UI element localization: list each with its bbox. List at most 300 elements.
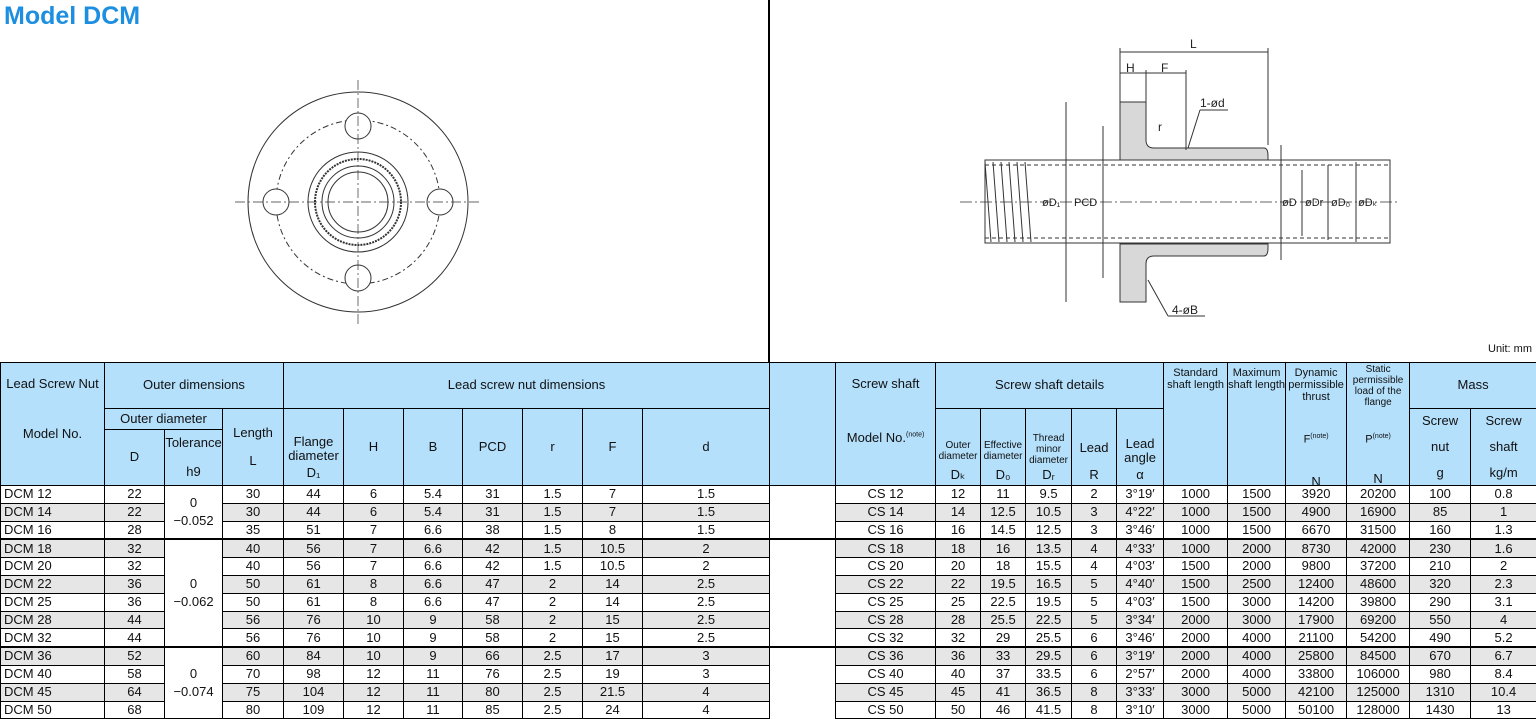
- cell-std-length: 1000: [1164, 503, 1228, 521]
- cell-F: 14: [583, 593, 643, 611]
- cell-Dr: 41.5: [1026, 701, 1072, 719]
- cell-F: 24: [583, 701, 643, 719]
- cell-max-length: 2500: [1228, 575, 1286, 593]
- cell-R: 4: [1072, 539, 1117, 557]
- header-r: r: [523, 409, 583, 486]
- cell-blank: [770, 629, 836, 647]
- cell-static-load: 31500: [1347, 521, 1410, 539]
- header-screw-nut-mass: [1410, 409, 1471, 486]
- header-tolerance: [165, 430, 223, 486]
- cell-dynamic-thrust: 12400: [1286, 575, 1347, 593]
- cell-alpha: 4°33′: [1117, 539, 1164, 557]
- cell-shaft-mass: 10.4: [1471, 683, 1536, 701]
- header-Dr: [1026, 409, 1072, 486]
- cell-D0: 41: [981, 683, 1026, 701]
- cell-dynamic-thrust: 50100: [1286, 701, 1347, 719]
- cell-L: 40: [223, 558, 284, 576]
- label-Dk: øDₖ: [1358, 197, 1377, 209]
- header-flange-label: Flange diameter: [284, 435, 343, 464]
- cell-dynamic-thrust: 17900: [1286, 611, 1347, 629]
- cell-Dr: 9.5: [1026, 486, 1072, 504]
- cell-dynamic-thrust: 42100: [1286, 683, 1347, 701]
- cell-alpha: 4°40′: [1117, 575, 1164, 593]
- table-row: [1, 647, 1536, 665]
- header-Dk: [936, 409, 981, 486]
- cell-shaft-mass: 6.7: [1471, 647, 1536, 665]
- cell-static-load: 37200: [1347, 558, 1410, 576]
- header-lead-label: Lead: [1072, 441, 1116, 455]
- cell-model: CS 14: [836, 503, 936, 521]
- header-model-no: Model No.: [1, 427, 104, 441]
- cell-B: 6.6: [404, 593, 463, 611]
- label-d: 1-ød: [1200, 96, 1225, 110]
- cell-r: 1.5: [523, 539, 583, 557]
- cell-L: 50: [223, 593, 284, 611]
- cell-model: CS 28: [836, 611, 936, 629]
- cell-B: 6.6: [404, 539, 463, 557]
- cell-PCD: 80: [463, 683, 523, 701]
- header-mass: Mass: [1410, 363, 1536, 409]
- cell-shaft-mass: 5.2: [1471, 629, 1536, 647]
- cell-F: 15: [583, 629, 643, 647]
- header-blank: [770, 363, 836, 486]
- cell-d: 1.5: [643, 503, 770, 521]
- cell-std-length: 1500: [1164, 575, 1228, 593]
- cell-max-length: 3000: [1228, 593, 1286, 611]
- cell-max-length: 5000: [1228, 701, 1286, 719]
- cell-D1: 84: [284, 647, 344, 665]
- cell-std-length: 3000: [1164, 701, 1228, 719]
- cell-model: DCM 32: [1, 629, 105, 647]
- cell-dynamic-thrust: 25800: [1286, 647, 1347, 665]
- cell-B: 6.6: [404, 575, 463, 593]
- header-unit-N: N: [1347, 472, 1409, 486]
- cell-model: DCM 18: [1, 539, 105, 557]
- cell-F: 7: [583, 503, 643, 521]
- cell-model: CS 20: [836, 558, 936, 576]
- cell-alpha: 3°19′: [1117, 486, 1164, 504]
- cell-R: 5: [1072, 575, 1117, 593]
- header-tolerance-label: Tolerance: [165, 436, 222, 450]
- cell-B: 9: [404, 647, 463, 665]
- header-P-symbol: P: [1365, 434, 1372, 446]
- cell-r: 2: [523, 629, 583, 647]
- cell-std-length: 1000: [1164, 521, 1228, 539]
- header-standard-length: Standard shaft length: [1164, 363, 1228, 486]
- cell-max-length: 2000: [1228, 558, 1286, 576]
- cell-D1: 56: [284, 558, 344, 576]
- cell-D1: 61: [284, 575, 344, 593]
- cell-Dr: 12.5: [1026, 521, 1072, 539]
- cell-alpha: 3°46′: [1117, 629, 1164, 647]
- cell-max-length: 3000: [1228, 611, 1286, 629]
- table-row: [1, 503, 1536, 521]
- cell-model: DCM 22: [1, 575, 105, 593]
- cell-r: 1.5: [523, 558, 583, 576]
- cell-model: CS 18: [836, 539, 936, 557]
- cell-model: CS 22: [836, 575, 936, 593]
- cell-model: DCM 12: [1, 486, 105, 504]
- cell-alpha: 4°03′: [1117, 558, 1164, 576]
- header-lead-screw-nut: Lead Screw Nut: [1, 377, 104, 391]
- cell-static-load: 84500: [1347, 647, 1410, 665]
- header-flange-diameter: [284, 409, 344, 486]
- cell-B: 11: [404, 683, 463, 701]
- cell-d: 1.5: [643, 486, 770, 504]
- cell-blank: [770, 486, 836, 504]
- header-dynamic-thrust: [1286, 363, 1347, 486]
- header-length-label: Length: [223, 426, 283, 440]
- cell-tolerance: [165, 539, 223, 647]
- header-D: D: [105, 430, 165, 486]
- cell-D0: 33: [981, 647, 1026, 665]
- cell-R: 6: [1072, 629, 1117, 647]
- cell-model: DCM 25: [1, 593, 105, 611]
- cell-static-load: 16900: [1347, 503, 1410, 521]
- cell-H: 8: [344, 575, 404, 593]
- header-Dr-label: Thread minor diameter: [1026, 433, 1071, 466]
- cell-R: 8: [1072, 701, 1117, 719]
- tolerance-lower: −0.052: [165, 514, 222, 528]
- cell-PCD: 47: [463, 593, 523, 611]
- cell-D1: 104: [284, 683, 344, 701]
- tolerance-lower: −0.062: [165, 595, 222, 609]
- cell-Dk: 28: [936, 611, 981, 629]
- label-D: øD: [1282, 197, 1297, 209]
- cell-r: 2: [523, 611, 583, 629]
- cell-nut-mass: 290: [1410, 593, 1471, 611]
- cell-static-load: 42000: [1347, 539, 1410, 557]
- cell-d: 4: [643, 701, 770, 719]
- cell-shaft-mass: 2: [1471, 558, 1536, 576]
- cell-dynamic-thrust: 21100: [1286, 629, 1347, 647]
- cell-static-load: 39800: [1347, 593, 1410, 611]
- cell-R: 8: [1072, 683, 1117, 701]
- cell-L: 35: [223, 521, 284, 539]
- cell-B: 9: [404, 611, 463, 629]
- cell-model: DCM 14: [1, 503, 105, 521]
- header-maximum-length: Maximum shaft length: [1228, 363, 1286, 486]
- cell-std-length: 1000: [1164, 486, 1228, 504]
- note-mark: (note): [1373, 433, 1391, 440]
- header-R-symbol: R: [1072, 468, 1116, 482]
- table-row: [1, 521, 1536, 539]
- cell-F: 19: [583, 665, 643, 683]
- cell-F: 7: [583, 486, 643, 504]
- cell-model: DCM 40: [1, 665, 105, 683]
- cell-d: 2.5: [643, 575, 770, 593]
- cell-B: 9: [404, 629, 463, 647]
- header-dynamic-label: Dynamic permissible thrust: [1286, 367, 1346, 403]
- cell-L: 56: [223, 611, 284, 629]
- cell-Dr: 25.5: [1026, 629, 1072, 647]
- cell-D: 32: [105, 539, 165, 557]
- header-d: d: [643, 409, 770, 486]
- cell-max-length: 4000: [1228, 665, 1286, 683]
- header-L-symbol: L: [223, 454, 283, 468]
- unit-label: Unit: mm: [1488, 343, 1532, 355]
- table-row: [1, 611, 1536, 629]
- cell-shaft-mass: 13: [1471, 701, 1536, 719]
- cell-D0: 25.5: [981, 611, 1026, 629]
- cell-Dk: 12: [936, 486, 981, 504]
- cell-model: CS 45: [836, 683, 936, 701]
- header-shaft: shaft: [1471, 440, 1536, 454]
- cell-Dr: 22.5: [1026, 611, 1072, 629]
- label-PCD: PCD: [1074, 197, 1097, 209]
- cell-H: 10: [344, 629, 404, 647]
- cell-D: 44: [105, 629, 165, 647]
- header-shaft-model: [836, 363, 936, 486]
- cell-F: 8: [583, 521, 643, 539]
- cell-L: 56: [223, 629, 284, 647]
- cell-Dk: 22: [936, 575, 981, 593]
- header-F-symbol: F: [1304, 433, 1311, 445]
- table-body: [1, 486, 1536, 719]
- header-static-label: Static permissible load of the flange: [1347, 364, 1409, 408]
- cell-Dk: 25: [936, 593, 981, 611]
- cell-blank: [770, 665, 836, 683]
- cell-H: 12: [344, 665, 404, 683]
- cell-max-length: 4000: [1228, 629, 1286, 647]
- cell-PCD: 42: [463, 558, 523, 576]
- cell-alpha: 3°10′: [1117, 701, 1164, 719]
- cell-r: 1.5: [523, 503, 583, 521]
- header-lead-angle: [1117, 409, 1164, 486]
- cell-alpha: 3°19′: [1117, 647, 1164, 665]
- note-mark: (note): [906, 432, 924, 439]
- header-B: B: [404, 409, 463, 486]
- cell-static-load: 69200: [1347, 611, 1410, 629]
- cell-nut-mass: 670: [1410, 647, 1471, 665]
- header-length: [223, 409, 284, 486]
- header-D0-label: Effective diameter: [981, 440, 1025, 462]
- cell-alpha: 2°57′: [1117, 665, 1164, 683]
- cell-shaft-mass: 0.8: [1471, 486, 1536, 504]
- cell-nut-mass: 230: [1410, 539, 1471, 557]
- cell-dynamic-thrust: 33800: [1286, 665, 1347, 683]
- cell-model: DCM 16: [1, 521, 105, 539]
- cell-Dk: 18: [936, 539, 981, 557]
- cell-nut-mass: 320: [1410, 575, 1471, 593]
- cell-L: 60: [223, 647, 284, 665]
- cell-alpha: 4°03′: [1117, 593, 1164, 611]
- cell-nut-mass: 1310: [1410, 683, 1471, 701]
- cell-H: 8: [344, 593, 404, 611]
- cell-d: 2.5: [643, 611, 770, 629]
- cell-D: 58: [105, 665, 165, 683]
- label-D1: øD₁: [1042, 197, 1061, 209]
- cell-PCD: 31: [463, 503, 523, 521]
- cell-alpha: 3°33′: [1117, 683, 1164, 701]
- cell-PCD: 76: [463, 665, 523, 683]
- cell-model: CS 36: [836, 647, 936, 665]
- cell-shaft-mass: 2.3: [1471, 575, 1536, 593]
- cell-D: 68: [105, 701, 165, 719]
- table-row: [1, 486, 1536, 504]
- cell-Dk: 50: [936, 701, 981, 719]
- header-H: H: [344, 409, 404, 486]
- header-unit-N: N: [1286, 475, 1346, 489]
- cell-nut-mass: 85: [1410, 503, 1471, 521]
- cell-alpha: 4°22′: [1117, 503, 1164, 521]
- cell-r: 2: [523, 593, 583, 611]
- cell-L: 70: [223, 665, 284, 683]
- cell-static-load: 20200: [1347, 486, 1410, 504]
- cell-PCD: 66: [463, 647, 523, 665]
- cell-F: 10.5: [583, 539, 643, 557]
- label-L: L: [1190, 37, 1197, 51]
- cell-shaft-mass: 8.4: [1471, 665, 1536, 683]
- table-row: [1, 593, 1536, 611]
- cell-r: 2.5: [523, 683, 583, 701]
- label-H: H: [1126, 61, 1135, 75]
- cell-max-length: 1500: [1228, 521, 1286, 539]
- cell-alpha: 3°46′: [1117, 521, 1164, 539]
- cell-max-length: 2000: [1228, 539, 1286, 557]
- cell-D1: 76: [284, 629, 344, 647]
- cell-Dr: 13.5: [1026, 539, 1072, 557]
- header-unit-kgm: kg/m: [1471, 466, 1536, 480]
- cell-L: 80: [223, 701, 284, 719]
- cell-model: CS 25: [836, 593, 936, 611]
- cell-Dk: 16: [936, 521, 981, 539]
- label-r: r: [1158, 120, 1162, 134]
- cell-tolerance: [165, 647, 223, 719]
- cell-H: 10: [344, 611, 404, 629]
- cell-blank: [770, 701, 836, 719]
- table-row: [1, 665, 1536, 683]
- cell-model: DCM 45: [1, 683, 105, 701]
- cell-r: 1.5: [523, 521, 583, 539]
- cell-F: 17: [583, 647, 643, 665]
- cell-F: 14: [583, 575, 643, 593]
- header-nut-dimensions: Lead screw nut dimensions: [284, 363, 770, 409]
- table-row: [1, 539, 1536, 557]
- cell-D: 36: [105, 593, 165, 611]
- cell-nut-mass: 490: [1410, 629, 1471, 647]
- header-D0-symbol: D₀: [981, 468, 1025, 482]
- cell-std-length: 1000: [1164, 539, 1228, 557]
- cell-D0: 16: [981, 539, 1026, 557]
- cell-std-length: 2000: [1164, 665, 1228, 683]
- cell-shaft-mass: 4: [1471, 611, 1536, 629]
- cell-Dk: 45: [936, 683, 981, 701]
- specification-table: [0, 362, 1536, 719]
- label-D0: øD₀: [1331, 197, 1350, 209]
- cell-B: 6.6: [404, 558, 463, 576]
- cell-r: 2.5: [523, 665, 583, 683]
- cell-L: 75: [223, 683, 284, 701]
- header-PCD: PCD: [463, 409, 523, 486]
- cell-blank: [770, 503, 836, 521]
- cell-model: CS 40: [836, 665, 936, 683]
- cell-D: 44: [105, 611, 165, 629]
- cell-std-length: 1500: [1164, 558, 1228, 576]
- cell-H: 7: [344, 539, 404, 557]
- table-row: [1, 629, 1536, 647]
- cell-nut-mass: 210: [1410, 558, 1471, 576]
- header-screw-shaft-mass: [1471, 409, 1536, 486]
- cell-D0: 14.5: [981, 521, 1026, 539]
- cell-D0: 46: [981, 701, 1026, 719]
- cell-B: 11: [404, 701, 463, 719]
- cell-B: 6.6: [404, 521, 463, 539]
- cell-Dk: 40: [936, 665, 981, 683]
- cell-D0: 19.5: [981, 575, 1026, 593]
- cell-D1: 44: [284, 503, 344, 521]
- header-static-load: [1347, 363, 1410, 486]
- cell-max-length: 1500: [1228, 486, 1286, 504]
- cell-D1: 98: [284, 665, 344, 683]
- cell-tolerance: [165, 486, 223, 540]
- cell-model: CS 12: [836, 486, 936, 504]
- cell-D: 36: [105, 575, 165, 593]
- label-B: 4-øB: [1172, 303, 1198, 317]
- cell-max-length: 1500: [1228, 503, 1286, 521]
- cell-model: CS 16: [836, 521, 936, 539]
- cell-d: 2.5: [643, 629, 770, 647]
- label-F: F: [1161, 61, 1168, 75]
- cell-dynamic-thrust: 14200: [1286, 593, 1347, 611]
- cell-std-length: 3000: [1164, 683, 1228, 701]
- header-D1-symbol: D₁: [284, 466, 343, 480]
- header-Dr-symbol: Dᵣ: [1026, 468, 1071, 482]
- header-lead: [1072, 409, 1117, 486]
- cell-Dr: 29.5: [1026, 647, 1072, 665]
- cell-static-load: 125000: [1347, 683, 1410, 701]
- cell-r: 2.5: [523, 701, 583, 719]
- cell-nut-mass: 550: [1410, 611, 1471, 629]
- cell-H: 7: [344, 558, 404, 576]
- cell-L: 40: [223, 539, 284, 557]
- header-h9: h9: [165, 465, 222, 479]
- cell-R: 6: [1072, 665, 1117, 683]
- cell-d: 3: [643, 665, 770, 683]
- cell-std-length: 1500: [1164, 593, 1228, 611]
- cell-F: 10.5: [583, 558, 643, 576]
- cell-d: 2.5: [643, 593, 770, 611]
- header-unit-g: g: [1410, 466, 1470, 480]
- cell-model: CS 32: [836, 629, 936, 647]
- cell-R: 5: [1072, 611, 1117, 629]
- cell-shaft-mass: 3.1: [1471, 593, 1536, 611]
- cell-shaft-mass: 1: [1471, 503, 1536, 521]
- header-model: [1, 363, 105, 486]
- cell-B: 11: [404, 665, 463, 683]
- cell-r: 2.5: [523, 647, 583, 665]
- cell-R: 5: [1072, 593, 1117, 611]
- cell-L: 30: [223, 486, 284, 504]
- cell-static-load: 48600: [1347, 575, 1410, 593]
- cell-H: 6: [344, 486, 404, 504]
- cell-H: 12: [344, 701, 404, 719]
- note-mark: (note): [1310, 433, 1328, 440]
- cell-PCD: 58: [463, 611, 523, 629]
- cell-D1: 109: [284, 701, 344, 719]
- cell-Dk: 36: [936, 647, 981, 665]
- cell-model: DCM 20: [1, 558, 105, 576]
- cell-L: 30: [223, 503, 284, 521]
- cell-R: 4: [1072, 558, 1117, 576]
- header-Dk-label: Outer diameter: [936, 440, 980, 462]
- cell-D1: 76: [284, 611, 344, 629]
- cell-max-length: 4000: [1228, 647, 1286, 665]
- cell-r: 2: [523, 575, 583, 593]
- cell-alpha: 3°34′: [1117, 611, 1164, 629]
- cell-H: 6: [344, 503, 404, 521]
- tolerance-upper: 0: [165, 496, 222, 510]
